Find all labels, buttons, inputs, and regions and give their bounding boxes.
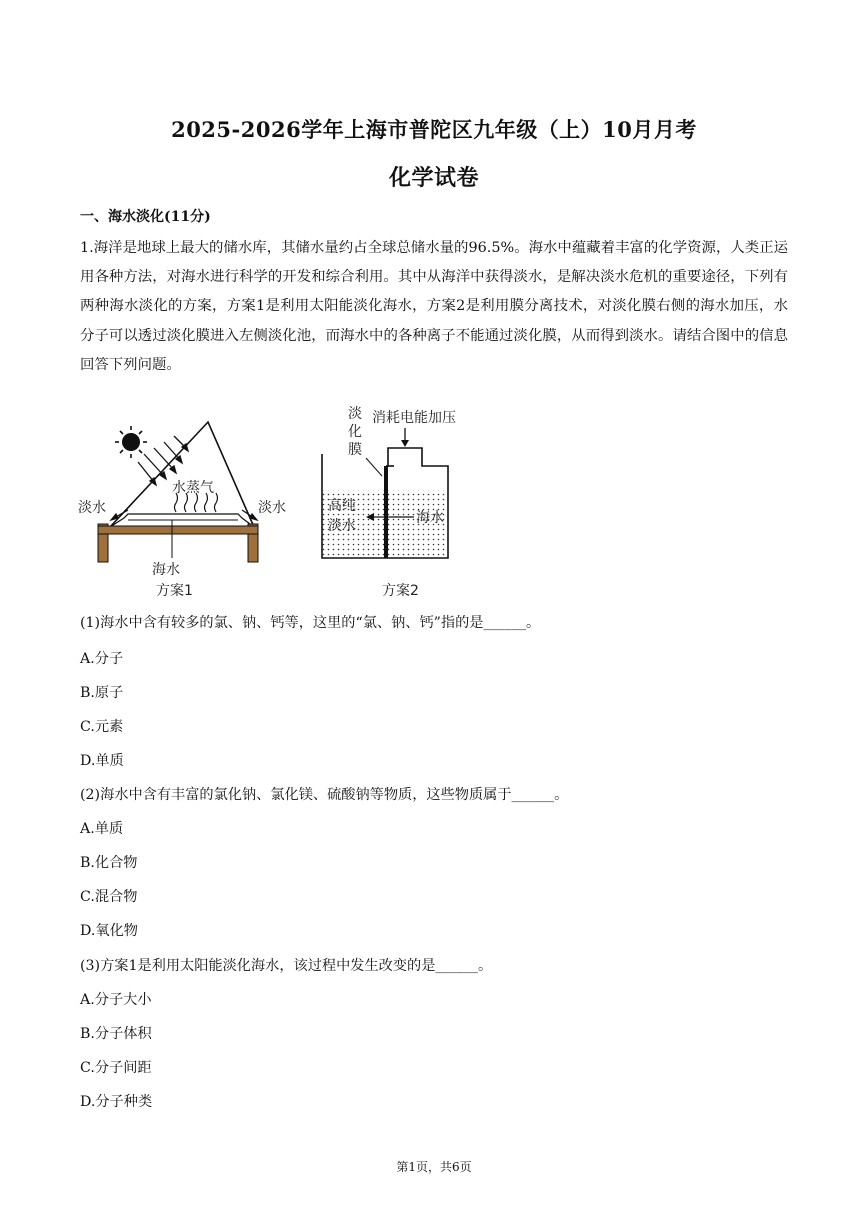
question-intro: 1.海洋是地球上最大的储水库，其储水量约占全球总储水量的96.5%。海水中蕴藏着丰富的化学资源，人类正运用各种方法，对海水进行科学的开发和综合利用。其中从海洋中获得淡水，是解决淡水危机的重要途径，下列有两种海水淡化的方案，方案1是利用太阳能淡化海水，方案2是利用膜分离技术，对淡化膜右侧的海水加压，水分子可以透过淡化膜进入左侧淡化池，而海水中的各种离子不能通过淡化膜，从而得到淡水。请结合图中的信息回答下列问题。 <box>80 240 788 373</box>
question-1-option-b: B.原子 <box>80 685 124 701</box>
membrane-label-3: 膜 <box>348 442 362 458</box>
membrane-label-1: 淡 <box>348 406 362 422</box>
question-2-option-b: B.化合物 <box>80 855 138 871</box>
sun-icon <box>115 426 147 458</box>
scheme1-caption: 方案1 <box>156 583 193 599</box>
membrane-label-2: 化 <box>348 424 362 440</box>
question-3-option-c: C.分子间距 <box>80 1060 152 1076</box>
question-2-option-a: A.单质 <box>80 821 124 837</box>
question-3-option-a: A.分子大小 <box>80 992 152 1008</box>
question-1-stem: (1)海水中含有较多的氯、钠、钙等，这里的“氯、钠、钙”指的是______。 <box>80 615 541 631</box>
pure-water-label-2: 淡水 <box>328 518 356 534</box>
pure-water-label-1: 高纯 <box>328 498 356 514</box>
question-3-option-d: D.分子种类 <box>80 1094 153 1110</box>
sun-ray-arrows <box>138 436 188 485</box>
question-1-option-c: C.元素 <box>80 719 124 735</box>
question-3-stem: (3)方案1是利用太阳能淡化海水，该过程中发生改变的是______。 <box>80 958 493 974</box>
question-2-option-d: D.氧化物 <box>80 923 138 939</box>
page-title: 2025-2026学年上海市普陀区九年级（上）10月月考 <box>171 117 697 142</box>
question-2-option-c: C.混合物 <box>80 889 138 905</box>
scheme1-vapor-label: 水蒸气 <box>172 480 214 496</box>
scheme1-left-label: 淡水 <box>78 500 106 516</box>
pressure-label: 消耗电能加压 <box>372 410 456 426</box>
scheme2-seawater-label: 海水 <box>416 510 444 526</box>
scheme2-diagram <box>322 428 448 558</box>
scheme1-right-label: 淡水 <box>258 500 286 516</box>
section-heading: 一、海水淡化(11分) <box>80 209 211 225</box>
question-2-stem: (2)海水中含有丰富的氯化钠、氯化镁、硫酸钠等物质，这些物质属于______。 <box>80 787 569 803</box>
scheme2-caption: 方案2 <box>382 583 419 599</box>
page-footer: 第1页，共6页 <box>396 1160 472 1174</box>
scheme1-seawater-label: 海水 <box>152 562 180 578</box>
pressure-arrow <box>401 428 409 447</box>
question-3-option-b: B.分子体积 <box>80 1026 152 1042</box>
question-1-option-d: D.单质 <box>80 753 124 769</box>
page-subtitle: 化学试卷 <box>388 165 479 191</box>
question-1-option-a: A.分子 <box>80 651 124 667</box>
desalination-figure <box>76 402 546 602</box>
